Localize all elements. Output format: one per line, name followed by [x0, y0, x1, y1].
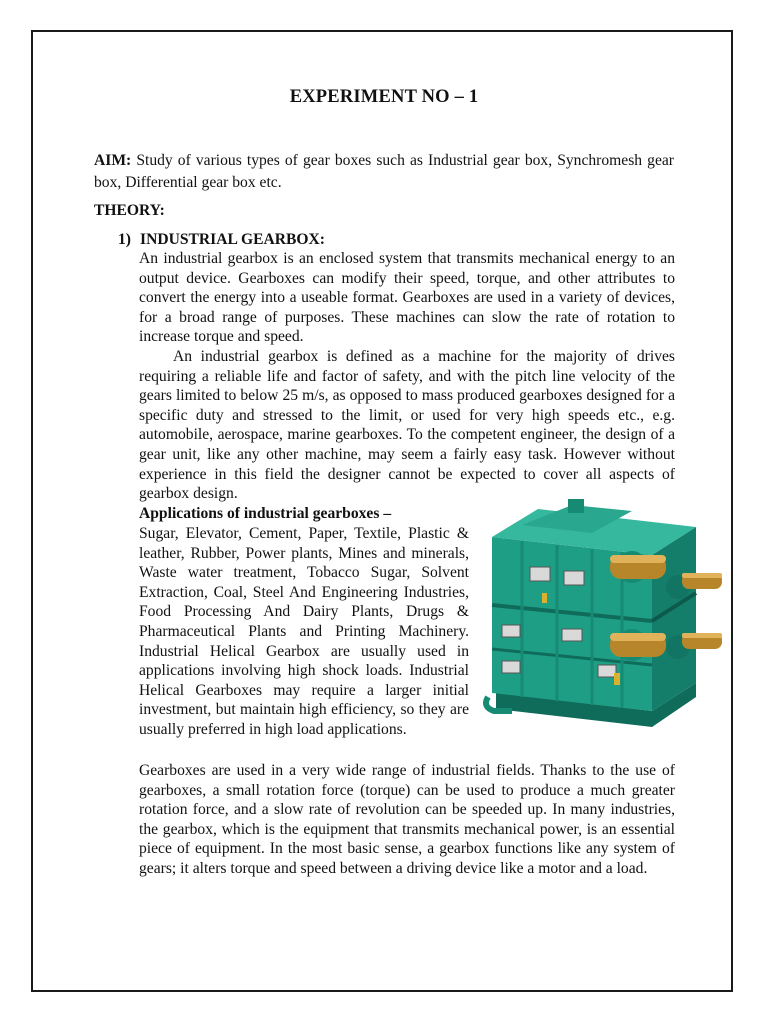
applications-heading: Applications of industrial gearboxes – — [139, 505, 392, 522]
section-title: INDUSTRIAL GEARBOX: — [140, 231, 325, 248]
page-title: EXPERIMENT NO – 1 — [289, 87, 479, 107]
gearbox-illustration — [482, 497, 726, 737]
theory-heading: THEORY: — [94, 202, 165, 219]
industrial-gearbox-photo — [482, 497, 726, 737]
section-number: 1) — [118, 231, 131, 248]
paragraph-uses: Gearboxes are used in a very wide range of industrial fields. Thanks to the use of gearboxes, a small rotation force (torque) can be used to produce a much greater rotation force, and a slow rate of revolution can be speeded up. In many industries, the gearbox, which is the equipment that transmits mechanical power, is an essential piece of equipment. In the most basic sense, a gearbox functions like any system of gears; it alters torque and speed between a driving device like a motor and a load. — [139, 762, 675, 877]
aim-label: AIM: — [94, 152, 132, 169]
section-heading — [118, 231, 325, 249]
aim-paragraph — [94, 150, 674, 194]
paragraph-intro: An industrial gearbox is an enclosed system that transmits mechanical energy to an output device. Gearboxes can modify their speed, torque, and other attributes to convert the energy into a useable format. Gearboxes are used in a variety of devices, for a broad range of purposes. These machines can slow the rate of rotation to increase torque and speed. — [139, 250, 675, 346]
applications-paragraph: Sugar, Elevator, Cement, Paper, Textile, Plastic & leather, Rubber, Power plants, Mines and minerals, Waste water treatment, Tobacco Sugar, Solvent Extraction, Coal, Steel And Engineering Industries, Food Processing And Dairy Plants, Drugs & Pharmaceutical Plants and Printing Machinery. Industrial Helical Gearbox are usually used in applications involving high shock loads. Industrial Helical Gearboxes may require a larger initial investment, but maintain high efficiency, so they are usually preferred in high load applications. — [139, 525, 469, 738]
paragraph-definition: An industrial gearbox is defined as a machine for the majority of drives requiring a reliable life and factor of safety, and with the pitch line velocity of the gears limited to below 25 m/s, as opposed to mass produced gearboxes designed for a specific duty and stressed to the limit, or used for very high speeds etc., e.g. automobile, aerospace, marine gearboxes. To the competent engineer, the design of a gear unit, like any other machine, may seem a fairly easy task. However without experience in this field the designer cannot be expected to cover all aspects of gearbox design. — [139, 348, 675, 503]
aim-text: Study of various types of gear boxes such as Industrial gear box, Synchromesh gear box, Differential gear box etc. — [94, 152, 674, 191]
